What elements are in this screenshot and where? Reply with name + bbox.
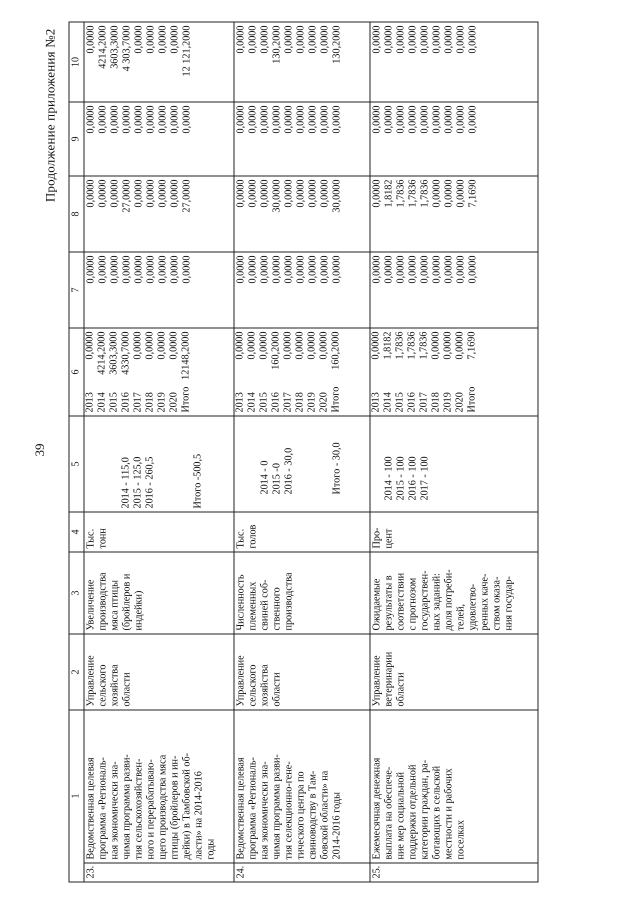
col-header-10: 10 bbox=[69, 22, 84, 102]
regional-funding: 0,0000 1,8182 1,7836 1,7836 1,7836 0,0000 0,0000 0,0000 7,1690 bbox=[370, 176, 538, 252]
col-header-9: 9 bbox=[69, 102, 84, 176]
target-values bbox=[370, 416, 538, 512]
unit: Про- цент bbox=[370, 512, 538, 552]
target-values-text: 2014 - 115,0 2015 - 125,0 2016 - 260,5 Итого -500,5 bbox=[120, 453, 204, 509]
other-funding: 0,0000 4214,2000 3603,3000 4 303,7000 0,0000 0,0000 0,0000 0,0000 12 121,2000 bbox=[84, 22, 234, 102]
unit: Тыс. голов bbox=[234, 512, 370, 552]
years-and-total bbox=[370, 328, 538, 416]
table-header-row bbox=[69, 22, 84, 882]
appendix-caption: Продолжение приложения №2 bbox=[42, 28, 58, 203]
federal-funding: 0,0000 0,0000 0,0000 0,0000 0,0000 0,0000 0,0000 0,0000 0,0000 bbox=[234, 252, 370, 328]
total-funding: 0,0000 1,8182 1,7836 1,7836 1,7836 0,0000 0,0000 0,0000 7,1690 bbox=[370, 331, 478, 360]
years-and-total bbox=[84, 328, 234, 416]
federal-funding: 0,0000 0,0000 0,0000 0,0000 0,0000 0,0000 0,0000 0,0000 0,0000 bbox=[84, 252, 234, 328]
table-row bbox=[234, 22, 370, 882]
total-funding: 0,0000 4214,2000 3603,3000 4330,7000 0,0000 0,0000 0,0000 0,0000 12148,2000 bbox=[84, 331, 192, 380]
executor: Управление сельского хозяйства области bbox=[84, 634, 234, 710]
other-funding: 0,0000 0,0000 0,0000 0,0000 0,0000 0,0000 0,0000 0,0000 0,0000 bbox=[370, 22, 538, 102]
page-number: 39 bbox=[32, 443, 47, 457]
table-row bbox=[84, 22, 234, 882]
target-values bbox=[84, 416, 234, 512]
years-and-total bbox=[234, 328, 370, 416]
col-header-1: 1 bbox=[69, 710, 84, 882]
indicator: Численность племенных свиней соб- ственного производства bbox=[234, 552, 370, 634]
unit: Тыс. тонн bbox=[84, 512, 234, 552]
indicator: Увеличение производства мяса птицы (бройлеров и индейки) bbox=[84, 552, 234, 634]
target-values bbox=[234, 416, 370, 512]
local-funding: 0,0000 0,0000 0,0000 0,0000 0,0000 0,0000 0,0000 0,0000 0,0000 bbox=[370, 102, 538, 176]
executor: Управление сельского хозяйства области bbox=[234, 634, 370, 710]
federal-funding: 0,0000 0,0000 0,0000 0,0000 0,0000 0,0000 0,0000 0,0000 0,0000 bbox=[370, 252, 538, 328]
col-header-3: 3 bbox=[69, 552, 84, 634]
col-header-8: 8 bbox=[69, 176, 84, 252]
col-header-2: 2 bbox=[69, 634, 84, 710]
total-funding: 0,0000 0,0000 0,0000 160,2000 0,0000 0,0000 0,0000 0,0000 160,2000 bbox=[234, 331, 342, 370]
program-table bbox=[69, 22, 539, 883]
col-header-5: 5 bbox=[69, 416, 84, 512]
executor: Управление ветеринарии области bbox=[370, 634, 538, 710]
local-funding: 0,0000 0,0000 0,0000 0,0000 0,0000 0,0000 0,0000 0,0000 0,0000 bbox=[84, 102, 234, 176]
rotated-page bbox=[43, 23, 598, 883]
target-values-text: 2014 - 100 2015 - 100 2016 - 100 2017 - 100 bbox=[383, 456, 431, 501]
regional-funding: 0,0000 0,0000 0,0000 30,0000 0,0000 0,0000 0,0000 0,0000 30,0000 bbox=[234, 176, 370, 252]
row-number: 23. bbox=[84, 863, 234, 882]
local-funding: 0,0000 0,0000 0,0000 0,0000 0,0000 0,0000 0,0000 0,0000 0,0000 bbox=[234, 102, 370, 176]
program-name: Ежемесячная денежная выплата на обеспече- ние мер социальной поддержки отдельной категории граждан, ра- ботающих в сельской местности и рабочих поселках bbox=[370, 710, 538, 863]
row-number: 25. bbox=[370, 863, 538, 882]
program-name: Ведомственная целевая программа «Региональ- ная экономически зна- чимая программа разви- тия селекционно-гене- тического центра по свиноводству в Там- бовской области» на 2014-2016 годы bbox=[234, 710, 370, 863]
other-funding: 0,0000 0,0000 0,0000 130,2000 0,0000 0,0000 0,0000 0,0000 130,2000 bbox=[234, 22, 370, 102]
year-list: 2013 2014 2015 2016 2017 2018 2019 2020 Итого bbox=[234, 386, 342, 413]
col-header-6: 6 bbox=[69, 328, 84, 416]
table-row bbox=[370, 22, 538, 882]
year-list: 2013 2014 2015 2016 2017 2018 2019 2020 Итого bbox=[84, 386, 192, 413]
regional-funding: 0,0000 0,0000 0,0000 27,0000 0,0000 0,0000 0,0000 0,0000 27,0000 bbox=[84, 176, 234, 252]
row-number: 24. bbox=[234, 863, 370, 882]
target-values-text: 2014 - 0 2015 -0 2016 - 30,0 Итого - 30,0 bbox=[259, 442, 343, 495]
col-header-7: 7 bbox=[69, 252, 84, 328]
year-list: 2013 2014 2015 2016 2017 2018 2019 2020 Итого bbox=[370, 386, 478, 413]
col-header-4: 4 bbox=[69, 512, 84, 552]
program-name: Ведомственная целевая программа «Региональ- ная экономически зна- чимая программа разви- тия сельскохозяйствен- ного и перерабатываю- щего производства мяса птицы (бройлеров и ин- дейки) в Тамбовской об- ласти» на 2014-2016 годы bbox=[84, 710, 234, 863]
indicator: Ожидаемые результаты в соответствии с прогнозом государствен- ных заданий: доля потреби- телей, удовлетво- ренных каче- ством оказа- ния государ- bbox=[370, 552, 538, 634]
